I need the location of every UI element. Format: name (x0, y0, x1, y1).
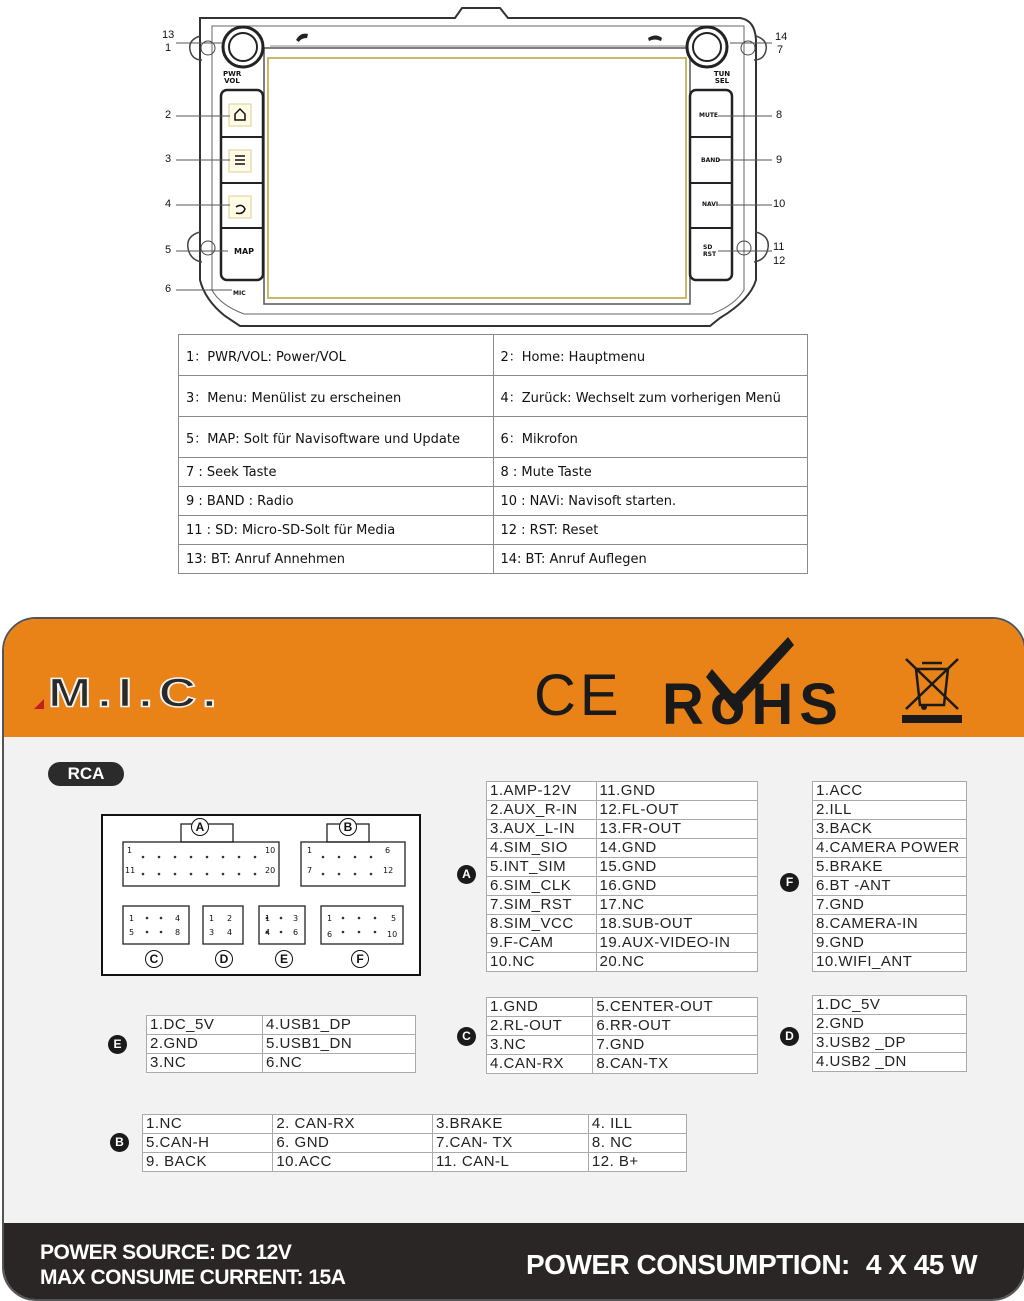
pin-cell: 8. NC (588, 1134, 686, 1153)
table-cell: 14: BT: Anruf Auflegen (493, 545, 808, 574)
connector-pin-label: 10 (387, 930, 398, 939)
pin-cell: 7.GND (593, 1036, 758, 1055)
callout-5: 5 (165, 244, 172, 256)
table-cell: 13: BT: Anruf Annehmen (179, 545, 494, 574)
pin-cell: 1.NC (143, 1115, 273, 1134)
table-row (813, 996, 967, 1015)
pinout-a-body (487, 782, 758, 972)
table-cell: 6：Mikrofon (493, 417, 808, 458)
band-button-label: BAND (701, 157, 721, 164)
connector-pin-label: 4 (175, 914, 181, 923)
connector-b-badge: B (339, 818, 357, 836)
table-row (813, 801, 967, 820)
pin-cell: 13.FR-OUT (596, 820, 757, 839)
table-row (813, 820, 967, 839)
pin-cell: 9.F-CAM (487, 934, 597, 953)
table-row (179, 545, 808, 574)
pin-cell: 7.CAN- TX (432, 1134, 588, 1153)
pin-cell: 3.AUX_L-IN (487, 820, 597, 839)
table-row (813, 896, 967, 915)
pin-cell: 8.CAN-TX (593, 1055, 758, 1074)
connector-pin-label: 6 (327, 930, 333, 939)
table-row (143, 1134, 687, 1153)
connector-c-badge: C (145, 950, 163, 968)
pin-cell: 2. CAN-RX (273, 1115, 433, 1134)
table-row (147, 1054, 416, 1073)
table-row (813, 953, 967, 972)
pin-cell: 2.AUX_R-IN (487, 801, 597, 820)
connector-pin-label: 3 (209, 928, 215, 937)
connector-pin-label: 8 (175, 928, 181, 937)
pinout-e-body (147, 1016, 416, 1073)
table-cell: 1：PWR/VOL: Power/VOL (179, 335, 494, 376)
connector-pin-label: 7 (307, 866, 313, 875)
callout-12: 12 (773, 255, 786, 267)
pin-cell: 8.CAMERA-IN (813, 915, 967, 934)
callout-1: 1 (165, 42, 172, 54)
pinout-table-a (486, 781, 758, 972)
table-row (487, 839, 758, 858)
pin-cell: 8.SIM_VCC (487, 915, 597, 934)
mute-button-label: MUTE (699, 112, 719, 119)
map-button-label: MAP (234, 247, 255, 256)
connector-pin-label: 1 (127, 846, 133, 855)
connector-e-badge: E (275, 950, 293, 968)
pin-cell: 5.USB1_DN (262, 1035, 415, 1054)
pin-cell: 15.GND (596, 858, 757, 877)
table-row (813, 877, 967, 896)
table-cell: 10 : NAVi: Navisoft starten. (493, 487, 808, 516)
table-row (143, 1153, 687, 1172)
table-row (487, 896, 758, 915)
pinout-table-b (142, 1114, 687, 1172)
pin-cell: 5.CAN-H (143, 1134, 273, 1153)
table-row (487, 953, 758, 972)
callout-2: 2 (165, 109, 172, 121)
table-row (143, 1115, 687, 1134)
table-row (813, 1034, 967, 1053)
pinout-e-badge: E (108, 1035, 127, 1054)
pin-cell: 12.FL-OUT (596, 801, 757, 820)
callout-9: 9 (776, 154, 783, 166)
connector-pin-label: 11 (125, 866, 136, 875)
table-row (147, 1016, 416, 1035)
table-row (179, 417, 808, 458)
connector-pin-label: 1 (307, 846, 313, 855)
callout-14: 14 (775, 31, 788, 43)
pin-cell: 5.BRAKE (813, 858, 967, 877)
table-row (179, 516, 808, 545)
pin-cell: 1.AMP-12V (487, 782, 597, 801)
pinout-c-body (487, 998, 758, 1074)
pinout-table-e (146, 1015, 416, 1073)
pin-cell: 2.GND (147, 1035, 263, 1054)
table-row (487, 915, 758, 934)
callout-6: 6 (165, 283, 172, 295)
connector-pin-label: 1 (327, 914, 333, 923)
pin-cell: 6. GND (273, 1134, 433, 1153)
pin-cell: 6.SIM_CLK (487, 877, 597, 896)
pinout-d-body (813, 996, 967, 1072)
table-row (487, 998, 758, 1017)
table-cell: 3：Menu: Menülist zu erscheinen (179, 376, 494, 417)
pin-cell: 11. CAN-L (432, 1153, 588, 1172)
pinout-table-c (486, 997, 758, 1074)
pin-cell: 5.CENTER-OUT (593, 998, 758, 1017)
wiring-panel (2, 617, 1024, 1301)
pinout-f-body (813, 782, 967, 972)
pin-cell: 11.GND (596, 782, 757, 801)
svg-text:M.I.C.: M.I.C. (48, 670, 223, 713)
table-row (487, 934, 758, 953)
weee-bin-icon (900, 657, 964, 729)
power-source-text: POWER SOURCE: DC 12V (40, 1241, 292, 1264)
pin-cell: 1.DC_5V (813, 996, 967, 1015)
pin-cell: 6.BT -ANT (813, 877, 967, 896)
table-row (487, 820, 758, 839)
callout-8: 8 (776, 109, 783, 121)
table-row (487, 782, 758, 801)
pin-cell: 3.BACK (813, 820, 967, 839)
connector-pin-label: 1 (265, 914, 271, 923)
table-row (813, 915, 967, 934)
mic-logo (34, 663, 249, 713)
callout-7: 7 (777, 44, 784, 56)
pinout-d-badge: D (780, 1027, 799, 1046)
connector-pin-label: 2 (227, 914, 233, 923)
pinout-a-badge: A (457, 865, 476, 884)
table-cell: 7 : Seek Taste (179, 458, 494, 487)
pin-cell: 6.NC (262, 1054, 415, 1073)
connector-pin-label: 3 (293, 914, 299, 923)
pinout-b-badge: B (110, 1133, 129, 1152)
power-consumption-value: 4 X 45 W (865, 1249, 978, 1280)
ce-mark: CE (534, 663, 623, 728)
tun-sel-label: TUN SEL (713, 70, 731, 85)
pin-cell: 4.CAN-RX (487, 1055, 593, 1074)
pin-cell: 4.USB1_DP (262, 1016, 415, 1035)
connector-pin-label: 1 (209, 914, 215, 923)
connector-f-badge: F (351, 950, 369, 968)
pinout-table-d (812, 995, 967, 1072)
pin-cell: 1.DC_5V (147, 1016, 263, 1035)
connector-pin-label: 4 (227, 928, 233, 937)
table-row (487, 801, 758, 820)
pin-cell: 2.GND (813, 1015, 967, 1034)
connector-a-badge: A (191, 818, 209, 836)
pin-cell: 7.GND (813, 896, 967, 915)
pin-cell: 1.GND (487, 998, 593, 1017)
table-row (813, 839, 967, 858)
pin-cell: 2.ILL (813, 801, 967, 820)
table-row (179, 487, 808, 516)
table-row (147, 1035, 416, 1054)
pin-cell: 3.NC (147, 1054, 263, 1073)
table-row (487, 1036, 758, 1055)
connector-pin-label: 20 (265, 866, 276, 875)
head-unit-diagram (0, 0, 1024, 330)
pin-cell: 12. B+ (588, 1153, 686, 1172)
pin-cell: 10.NC (487, 953, 597, 972)
pin-cell: 3.BRAKE (432, 1115, 588, 1134)
table-row (179, 376, 808, 417)
table-row (813, 858, 967, 877)
connector-pin-label: 1 (129, 914, 135, 923)
mic-label: MIC (233, 290, 246, 297)
connector-pin-label: 4 (265, 928, 271, 937)
pin-cell: 6.RR-OUT (593, 1017, 758, 1036)
table-cell: 4：Zurück: Wechselt zum vorherigen Menü (493, 376, 808, 417)
head-unit-drawing (0, 0, 1024, 330)
pinout-c-badge: C (457, 1027, 476, 1046)
pin-cell: 19.AUX-VIDEO-IN (596, 934, 757, 953)
callout-13: 13 (162, 29, 175, 41)
table-cell: 11 : SD: Micro-SD-Solt für Media (179, 516, 494, 545)
table-row (487, 877, 758, 896)
pin-cell: 9.GND (813, 934, 967, 953)
pin-cell: 7.SIM_RST (487, 896, 597, 915)
table-row (487, 858, 758, 877)
connector-pin-label: 12 (383, 866, 394, 875)
connector-diagram (101, 814, 421, 976)
power-consumption-label: POWER CONSUMPTION: (526, 1249, 850, 1280)
rca-badge: RCA (48, 762, 124, 786)
pin-cell: 4.CAMERA POWER (813, 839, 967, 858)
pin-cell: 9. BACK (143, 1153, 273, 1172)
callout-3: 3 (165, 153, 172, 165)
pin-cell: 4.SIM_SIO (487, 839, 597, 858)
table-cell: 9 : BAND : Radio (179, 487, 494, 516)
connector-pin-label: 5 (391, 914, 397, 923)
callout-10: 10 (773, 198, 786, 210)
connector-pin-label: 6 (293, 928, 299, 937)
rohs-mark: RoHS (662, 633, 892, 733)
navi-button-label: NAVI (702, 201, 719, 208)
pin-cell: 3.USB2 _DP (813, 1034, 967, 1053)
table-row (813, 782, 967, 801)
pwr-vol-label: PWR VOL (223, 70, 242, 85)
table-cell: 12 : RST: Reset (493, 516, 808, 545)
pin-cell: 1.ACC (813, 782, 967, 801)
table-row (179, 458, 808, 487)
pin-cell: 20.NC (596, 953, 757, 972)
pin-cell: 3.NC (487, 1036, 593, 1055)
connector-pin-label: 10 (265, 846, 276, 855)
pin-cell: 14.GND (596, 839, 757, 858)
pin-cell: 17.NC (596, 896, 757, 915)
pin-cell: 2.RL-OUT (487, 1017, 593, 1036)
table-row (179, 335, 808, 376)
connector-pin-label: 6 (385, 846, 391, 855)
table-row (487, 1017, 758, 1036)
table-cell: 5：MAP: Solt für Navisoftware und Update (179, 417, 494, 458)
function-table (178, 334, 808, 574)
pin-cell: 16.GND (596, 877, 757, 896)
pin-cell: 5.INT_SIM (487, 858, 597, 877)
pin-cell: 10.WIFI_ANT (813, 953, 967, 972)
pin-cell: 18.SUB-OUT (596, 915, 757, 934)
pinout-b-body (143, 1115, 687, 1172)
table-cell: 8 : Mute Taste (493, 458, 808, 487)
pin-cell: 10.ACC (273, 1153, 433, 1172)
power-consumption-text (526, 1249, 977, 1281)
brand-header (4, 619, 1024, 737)
table-row (487, 1055, 758, 1074)
max-current-text: MAX CONSUME CURRENT: 15A (40, 1266, 346, 1289)
connector-d-badge: D (215, 950, 233, 968)
connector-pin-label: 5 (129, 928, 135, 937)
table-row (813, 1015, 967, 1034)
table-cell: 2：Home: Hauptmenu (493, 335, 808, 376)
pin-cell: 4. ILL (588, 1115, 686, 1134)
pin-cell: 4.USB2 _DN (813, 1053, 967, 1072)
table-row (813, 1053, 967, 1072)
pinout-f-badge: F (780, 873, 799, 892)
callout-11: 11 (773, 241, 785, 253)
sd-rst-label: SD RST (703, 244, 717, 258)
callout-4: 4 (165, 198, 172, 210)
table-row (813, 934, 967, 953)
pinout-table-f (812, 781, 967, 972)
